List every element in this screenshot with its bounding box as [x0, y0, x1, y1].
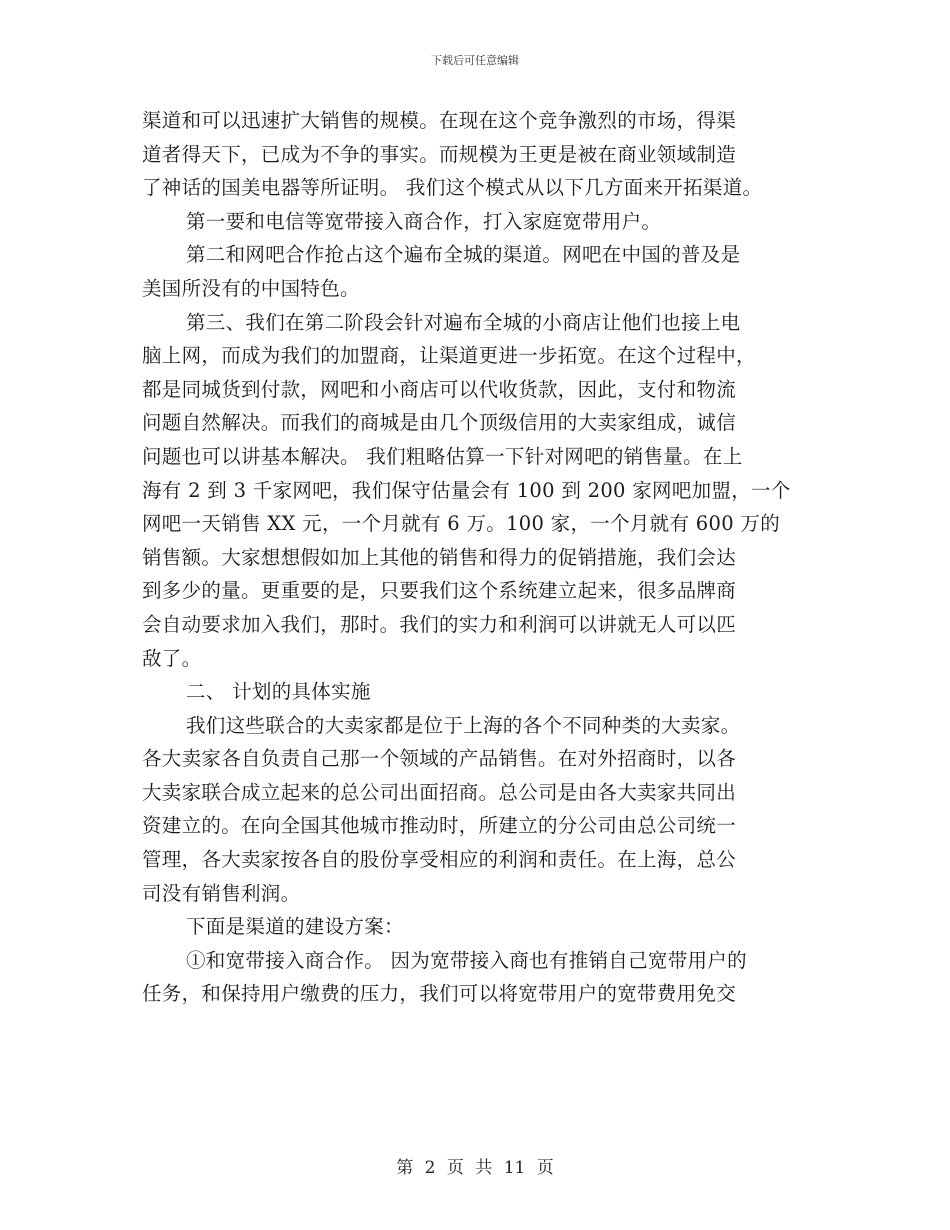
text-line: 美国所没有的中国特色。 — [142, 276, 360, 300]
text-line: 第一要和电信等宽带接入商合作，打入家庭宽带用户。 — [186, 209, 662, 233]
text-line: 第三、我们在第二阶段会针对遍布全城的小商店让他们也接上电 — [186, 310, 741, 334]
text-line: 网吧一天销售 XX 元，一个月就有 6 万。100 家，一个月就有 600 万的 — [142, 512, 780, 536]
text-line: 问题也可以讲基本解决。 我们粗略估算一下针对网吧的销售量。在上 — [142, 444, 743, 468]
text-line: 道者得天下，已成为不争的事实。而规模为王更是被在商业领域制造 — [142, 142, 737, 166]
text-line: 下面是渠道的建设方案： — [186, 915, 404, 939]
text-line: 都是同城货到付款，网吧和小商店可以代收货款，因此，支付和物流 — [142, 377, 737, 401]
text-line: 二、 计划的具体实施 — [186, 680, 371, 704]
text-line: 司没有销售利润。 — [142, 881, 301, 905]
page-header: 下载后可任意编辑 — [431, 54, 519, 67]
text-line: 任务，和保持用户缴费的压力，我们可以将宽带用户的宽带费用免交 — [142, 982, 737, 1006]
text-line: 渠道和可以迅速扩大销售的规模。在现在这个竞争激烈的市场，得渠 — [142, 109, 737, 132]
text-line: 大卖家联合成立起来的总公司出面招商。总公司是由各大卖家共同出 — [142, 780, 737, 804]
text-line: 会自动要求加入我们，那时。我们的实力和利润可以讲就无人可以匹 — [142, 612, 737, 636]
text-line: 问题自然解决。而我们的商城是由几个顶级信用的大卖家组成，诚信 — [142, 411, 737, 435]
text-line: 敌了。 — [142, 646, 202, 670]
text-line: 脑上网，而成为我们的加盟商，让渠道更进一步拓宽。在这个过程中， — [142, 344, 756, 368]
text-line: 海有 2 到 3 千家网吧，我们保守估量会有 100 到 200 家网吧加盟，一个 — [142, 478, 791, 502]
text-line: 各大卖家各自负责自己那一个领域的产品销售。在对外招商时，以各 — [142, 747, 737, 771]
text-line: 了神话的国美电器等所证明。 我们这个模式从以下几方面来开拓渠道。 — [142, 176, 763, 200]
text-line: ①和宽带接入商合作。 因为宽带接入商也有推销自己宽带用户的 — [186, 948, 747, 972]
document-body — [142, 104, 822, 1011]
page-footer: 第 2 页 共 11 页 — [396, 1158, 554, 1178]
text-line: 管理，各大卖家按各自的股份享受相应的利润和责任。在上海，总公 — [142, 848, 737, 872]
text-line: 销售额。大家想想假如加上其他的销售和得力的促销措施，我们会达 — [142, 545, 737, 569]
text-line: 我们这些联合的大卖家都是位于上海的各个不同种类的大卖家。 — [186, 713, 741, 737]
text-line: 资建立的。在向全国其他城市推动时，所建立的分公司由总公司统一 — [142, 814, 737, 838]
text-line: 第二和网吧合作抢占这个遍布全城的渠道。网吧在中国的普及是 — [186, 243, 741, 267]
text-line: 到多少的量。更重要的是，只要我们这个系统建立起来，很多品牌商 — [142, 579, 737, 603]
